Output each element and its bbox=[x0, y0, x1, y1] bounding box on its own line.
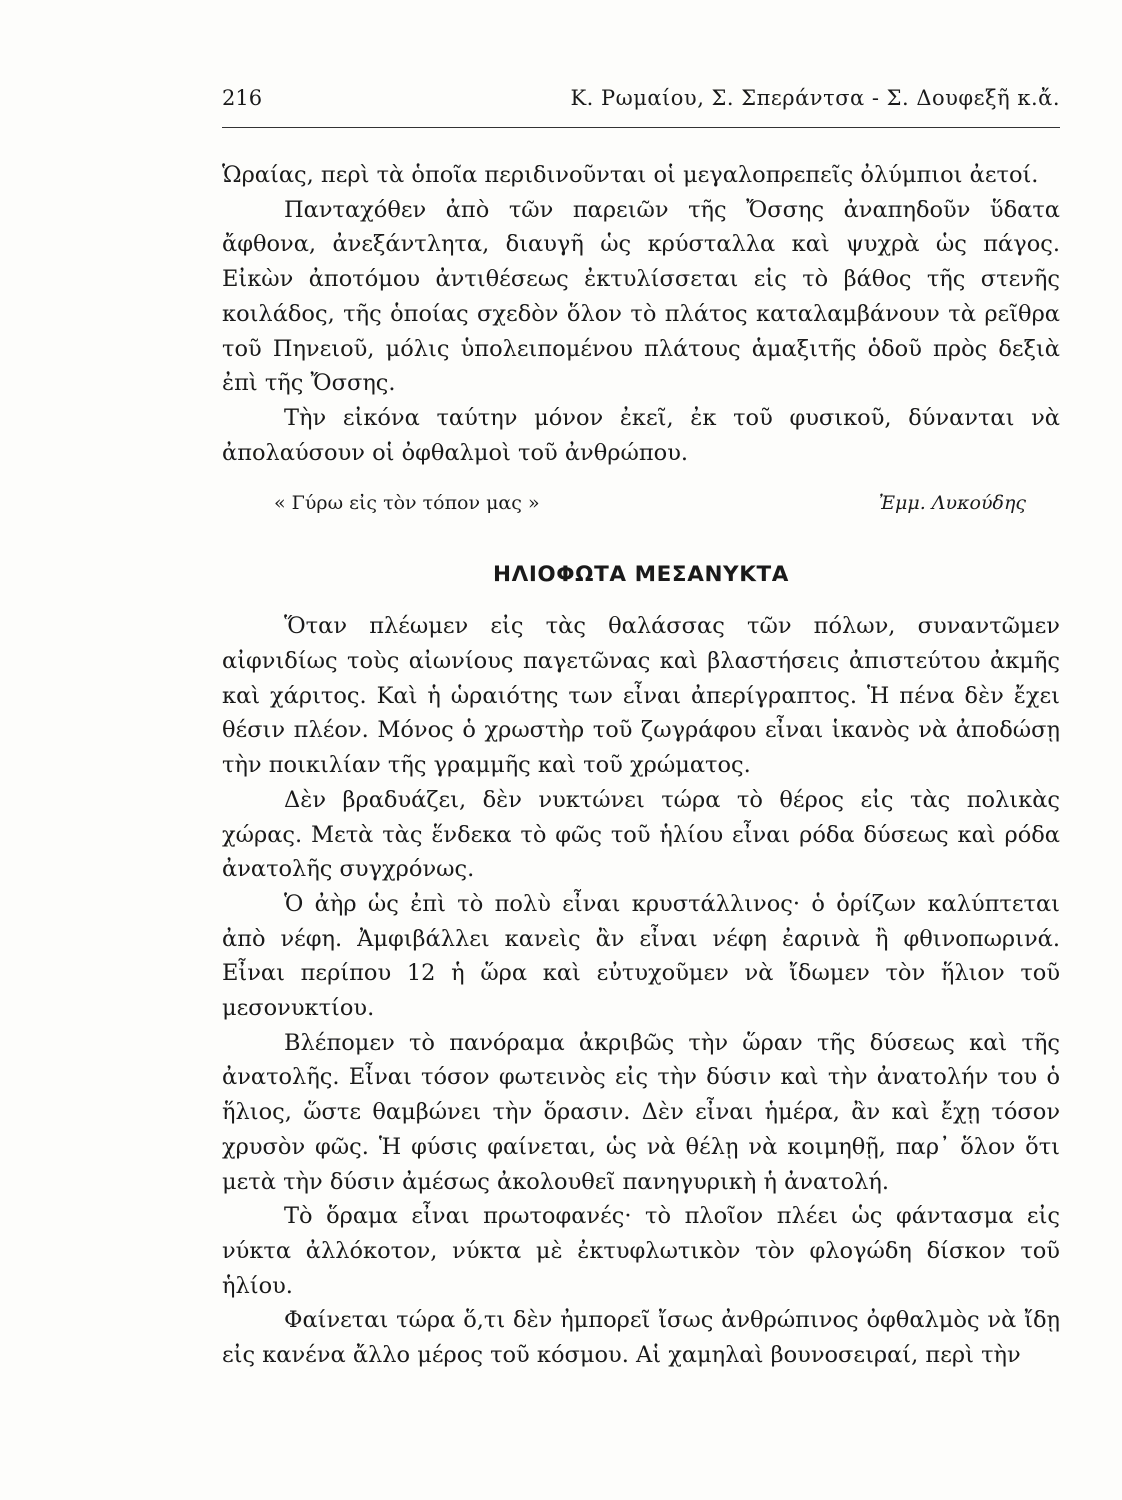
paragraph: Φαίνεται τώρα ὅ,τι δὲν ἠμπορεῖ ἴσως ἀνθρώπινος ὀφθαλμὸς νὰ ἴδῃ εἰς κανένα ἄλλο μέρος τοῦ κόσμου. Αἱ χαμηλαὶ βουνοσειραί, περὶ τὴν bbox=[222, 1307, 1060, 1369]
page-header bbox=[222, 86, 1060, 116]
paragraph: Ὅταν πλέωμεν εἰς τὰς θαλάσσας τῶν πόλων, συναντῶμεν αἰφνιδίως τοὺς αἰωνίους παγετῶνας καὶ βλαστήσεις ἀπιστεύτου ἀκμῆς καὶ χάριτος. Καὶ ἡ ὡραιότης των εἶναι ἀπερίγραπτος. Ἡ πένα δὲν ἔχει θέσιν πλέον. Μόνος ὁ χρωστὴρ τοῦ ζωγράφου εἶναι ἱκανὸς νὰ ἀποδώσῃ τὴν ποικιλίαν τῆς γραμμῆς καὶ τοῦ χρώματος. bbox=[222, 613, 1060, 779]
citation-source: « Γύρω εἰς τὸν τόπον μας » bbox=[274, 492, 540, 515]
paragraph: Πανταχόθεν ἀπὸ τῶν παρειῶν τῆς Ὄσσης ἀναπηδοῦν ὕδατα ἄφθονα, ἀνεξάντλητα, διαυγῆ ὡς κρύσταλλα καὶ ψυχρὰ ὡς πάγος. Εἰκὼν ἀποτόμου ἀντιθέσεως ἐκτυλίσσεται εἰς τὸ βάθος τῆς στενῆς κοιλάδος, τῆς ὁποίας σχεδὸν ὅλον τὸ πλάτος καταλαμβάνουν τὰ ρεῖθρα τοῦ Πηνειοῦ, μόλις ὑπολειπομένου πλάτους ἁμαξιτῆς ὁδοῦ πρὸς δεξιὰ ἐπὶ τῆς Ὄσσης. bbox=[222, 196, 1060, 397]
running-title: Κ. Ρωμαίου, Σ. Σπεράντσα - Σ. Δουφεξῆ κ.ἄ. bbox=[570, 86, 1060, 110]
paragraph: Βλέπομεν τὸ πανόραμα ἀκριβῶς τὴν ὥραν τῆς δύσεως καὶ τῆς ἀνατολῆς. Εἶναι τόσον φωτεινὸς εἰς τὴν δύσιν καὶ τὴν ἀνατολήν του ὁ ἥλιος, ὥστε θαμβώνει τὴν ὅρασιν. Δὲν εἶναι ἡμέρα, ἂν καὶ ἔχῃ τόσον χρυσὸν φῶς. Ἡ φύσις φαίνεται, ὡς νὰ θέλῃ νὰ κοιμηθῇ, παρ᾽ ὅλον ὅτι μετὰ τὴν δύσιν ἀμέσως ἀκολουθεῖ πανηγυρικὴ ἡ ἀνατολή. bbox=[222, 1029, 1060, 1195]
citation-author: Ἐμμ. Λυκούδης bbox=[878, 492, 1026, 515]
paragraph: Ὡραίας, περὶ τὰ ὁποῖα περιδινοῦνται οἱ μεγαλοπρεπεῖς ὀλύμπιοι ἀετοί. bbox=[222, 162, 1039, 188]
page-body bbox=[222, 158, 1060, 1373]
paragraph: Τὸ ὅραμα εἶναι πρωτοφανές· τὸ πλοῖον πλέει ὡς φάντασμα εἰς νύκτα ἀλλόκοτον, νύκτα μὲ ἐκτυφλωτικὸν τὸν φλογώδη δίσκον τοῦ ἡλίου. bbox=[222, 1203, 1060, 1299]
paragraph: Δὲν βραδυάζει, δὲν νυκτώνει τώρα τὸ θέρος εἰς τὰς πολικὰς χώρας. Μετὰ τὰς ἕνδεκα τὸ φῶς τοῦ ἡλίου εἶναι ρόδα δύσεως καὶ ρόδα ἀνατολῆς συγχρόνως. bbox=[222, 786, 1060, 883]
citation-line bbox=[222, 484, 1060, 522]
paragraph: Ὁ ἀὴρ ὡς ἐπὶ τὸ πολὺ εἶναι κρυστάλλινος· ὁ ὁρίζων καλύπτεται ἀπὸ νέφη. Ἀμφιβάλλει κανεὶς ἂν εἶναι νέφη ἐαρινὰ ἢ φθινοπωρινά. Εἶναι περίπου 12 ἡ ὥρα καὶ εὐτυχοῦμεν νὰ ἴδωμεν τὸν ἥλιον τοῦ μεσονυκτίου. bbox=[222, 890, 1060, 1022]
header-rule bbox=[222, 127, 1060, 128]
page-number: 216 bbox=[222, 86, 263, 110]
section-title: ΗΛΙΟΦΩΤΑ ΜΕΣΑΝΥΚΤΑ bbox=[493, 562, 789, 588]
paragraph: Τὴν εἰκόνα ταύτην μόνον ἐκεῖ, ἐκ τοῦ φυσικοῦ, δύνανται νὰ ἀπολαύσουν οἱ ὀφθαλμοὶ τοῦ ἀνθρώπου. bbox=[222, 404, 1060, 466]
